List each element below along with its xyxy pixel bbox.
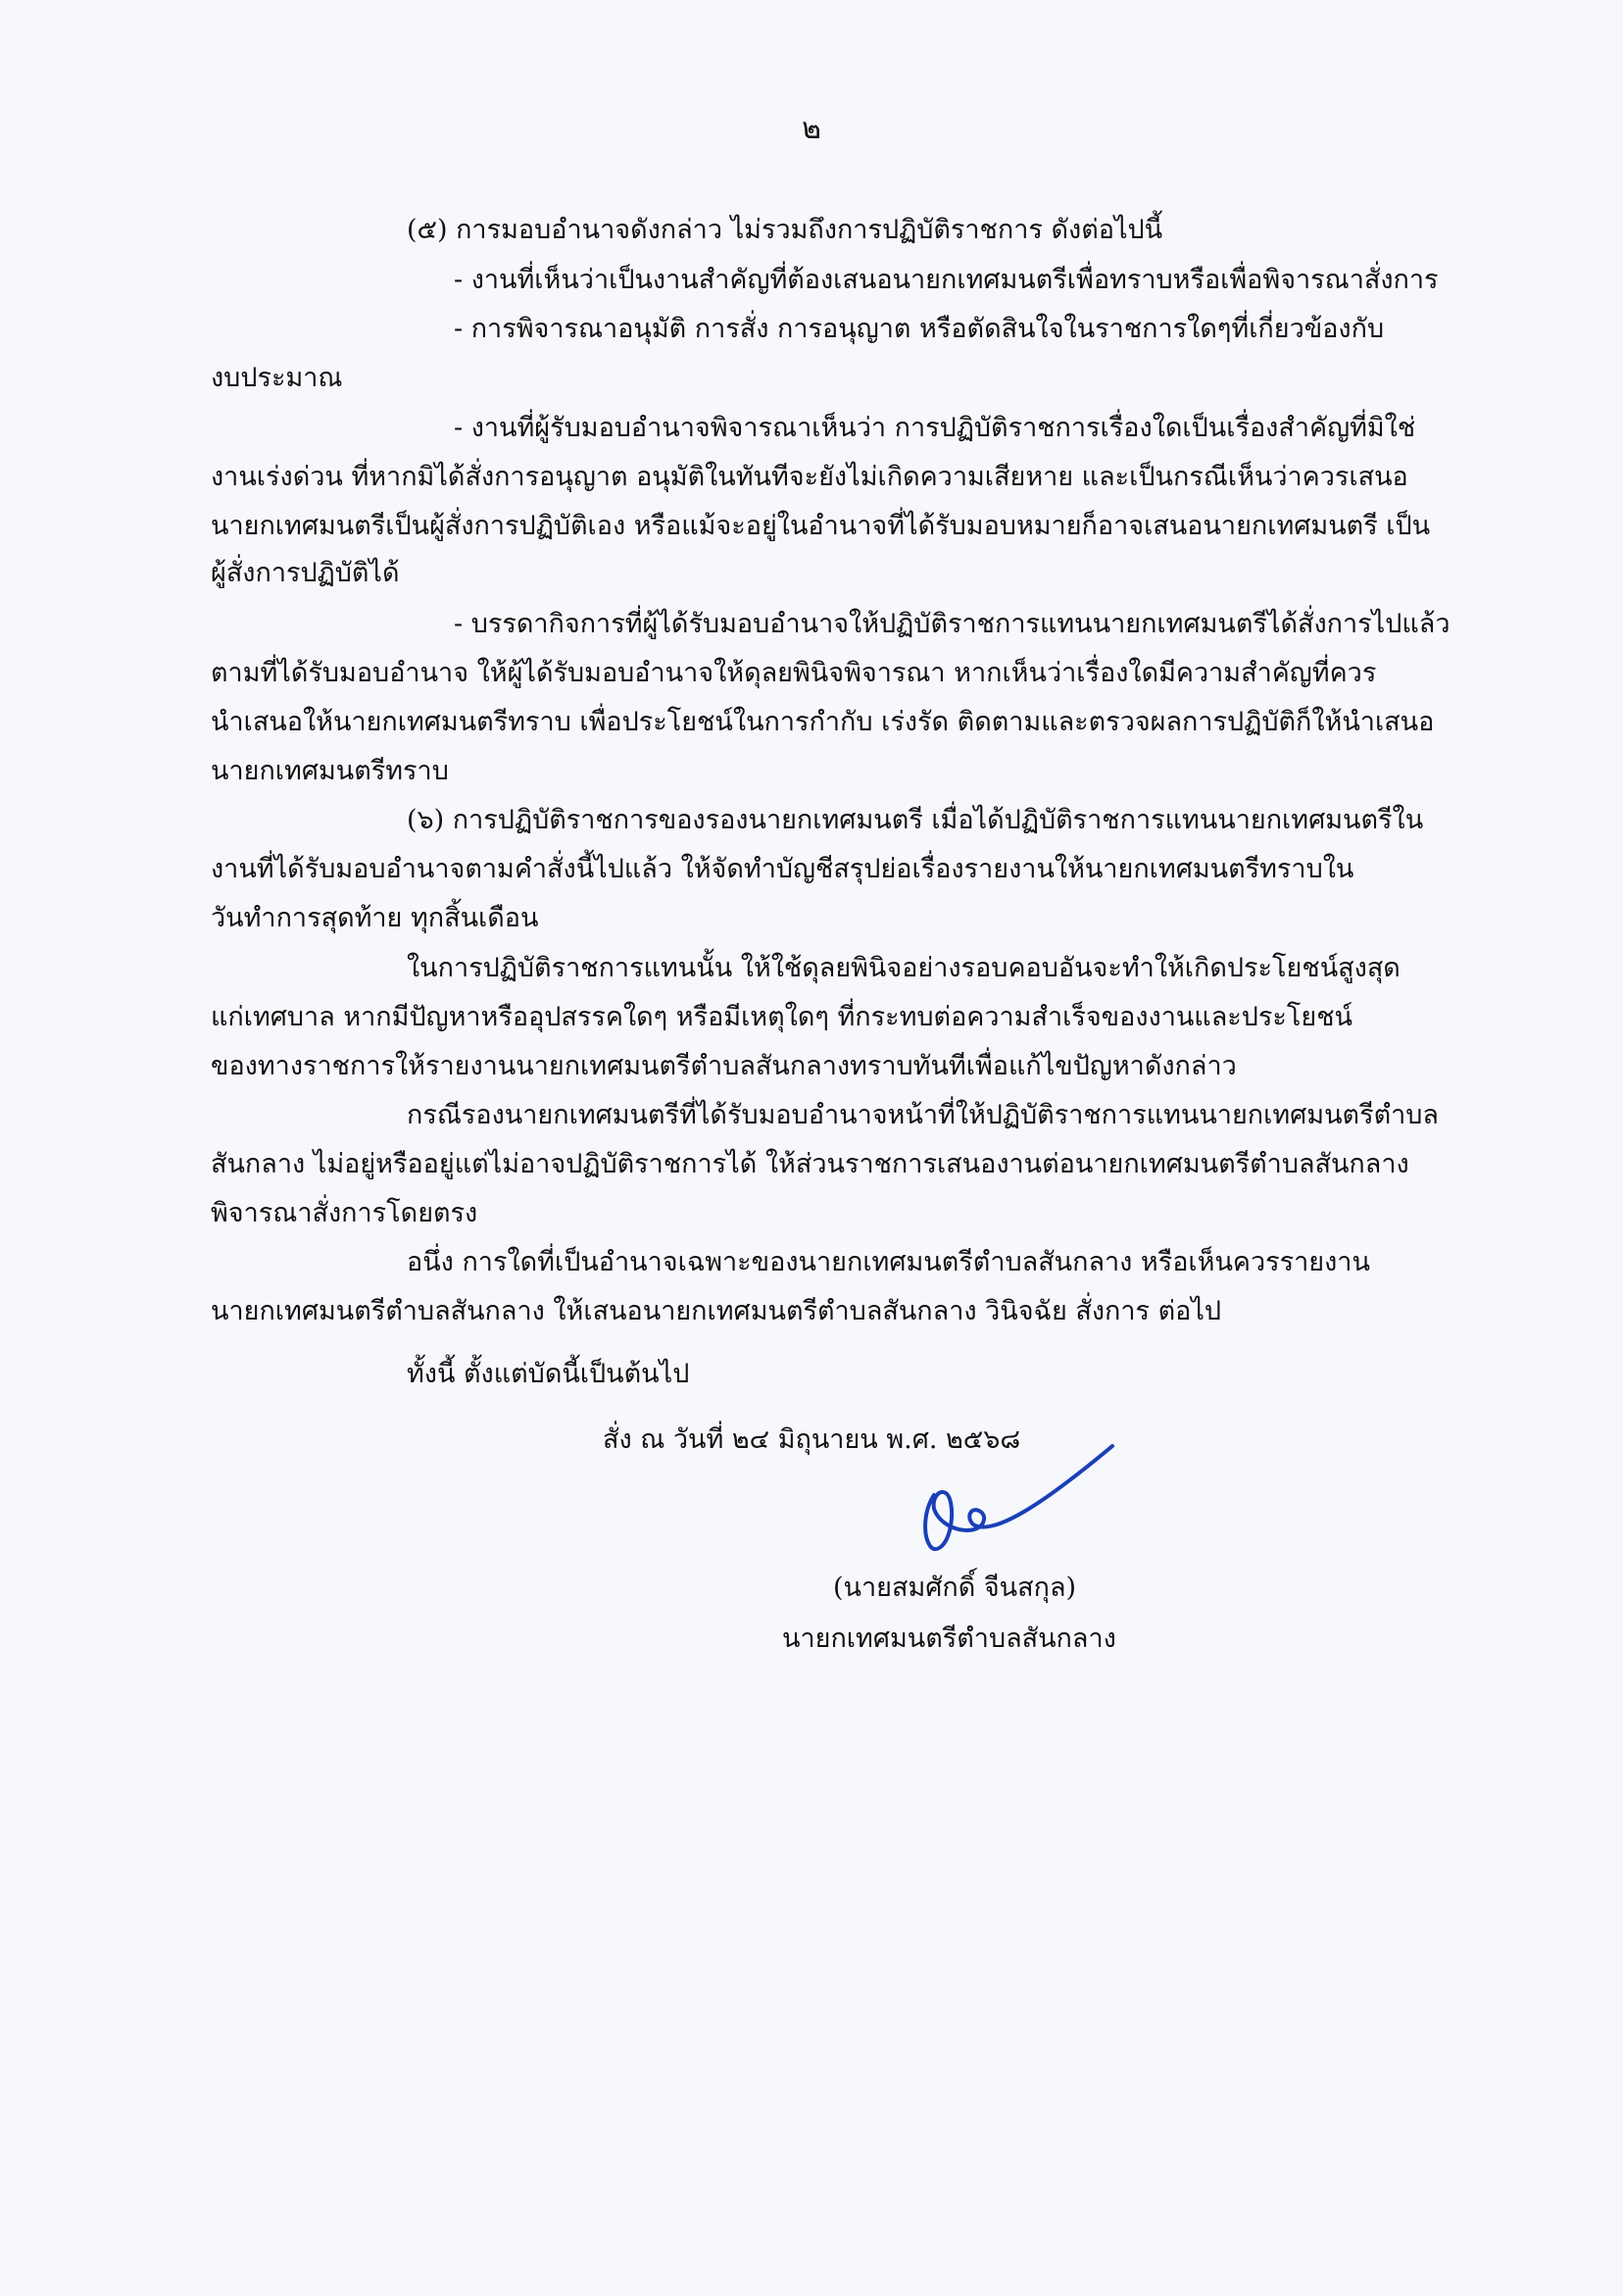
- paragraph-line: งบประมาณ: [211, 363, 343, 393]
- paragraph-line: ผู้สั่งการปฏิบัติได้: [211, 558, 400, 588]
- paragraph-line: ทั้งนี้ ตั้งแต่บัดนี้เป็นต้นไป: [407, 1359, 690, 1389]
- order-date: สั่ง ณ วันที่ ๒๔ มิถุนายน พ.ศ. ๒๕๖๘: [603, 1424, 1021, 1455]
- signatory-name: (นายสมศักดิ์ จีนสกุล): [833, 1572, 1077, 1603]
- paragraph-line: นำเสนอให้นายกเทศมนตรีทราบ เพื่อประโยชน์ในการกำกับ เร่งรัด ติดตามและตรวจผลการปฏิบัติก็ให้นำเสนอ: [211, 707, 1435, 737]
- signatory-title: นายกเทศมนตรีตำบลสันกลาง: [782, 1623, 1116, 1654]
- paragraph-line: นายกเทศมนตรีเป็นผู้สั่งการปฏิบัติเอง หรือแม้จะอยู่ในอำนาจที่ได้รับมอบหมายก็อาจเสนอนายกเทศมนตรี เป็น: [211, 511, 1431, 541]
- page-number: ๒: [802, 112, 821, 146]
- paragraph-line: กรณีรองนายกเทศมนตรีที่ได้รับมอบอำนาจหน้าที่ให้ปฏิบัติราชการแทนนายกเทศมนตรีตำบล: [407, 1100, 1439, 1130]
- paragraph-line: ในการปฏิบัติราชการแทนนั้น ให้ใช้ดุลยพินิจอย่างรอบคอบอันจะทำให้เกิดประโยชน์สูงสุด: [407, 953, 1401, 983]
- signature-image: [907, 1436, 1132, 1583]
- paragraph-line: นายกเทศมนตรีตำบลสันกลาง ให้เสนอนายกเทศมนตรีตำบลสันกลาง วินิจฉัย สั่งการ ต่อไป: [211, 1296, 1222, 1326]
- paragraph-line: วันทำการสุดท้าย ทุกสิ้นเดือน: [211, 903, 539, 933]
- paragraph-line: - งานที่เห็นว่าเป็นงานสำคัญที่ต้องเสนอนายกเทศมนตรีเพื่อทราบหรือเพื่อพิจารณาสั่งการ: [454, 265, 1439, 295]
- paragraph-line: - การพิจารณาอนุมัติ การสั่ง การอนุญาต หรือตัดสินใจในราชการใดๆที่เกี่ยวข้องกับ: [454, 314, 1385, 344]
- paragraph-line: ตามที่ได้รับมอบอำนาจ ให้ผู้ได้รับมอบอำนาจให้ดุลยพินิจพิจารณา หากเห็นว่าเรื่องใดมีความสำคัญที่ควร: [211, 658, 1377, 688]
- paragraph-line: (๕) การมอบอำนาจดังกล่าว ไม่รวมถึงการปฏิบัติราชการ ดังต่อไปนี้: [407, 215, 1163, 245]
- paragraph-line: นายกเทศมนตรีทราบ: [211, 756, 449, 786]
- paragraph-line: ของทางราชการให้รายงานนายกเทศมนตรีตำบลสันกลางทราบทันทีเพื่อแก้ไขปัญหาดังกล่าว: [211, 1051, 1237, 1081]
- paragraph-line: - งานที่ผู้รับมอบอำนาจพิจารณาเห็นว่า การปฏิบัติราชการเรื่องใดเป็นเรื่องสำคัญที่มิใช่: [454, 413, 1416, 443]
- paragraph-line: แก่เทศบาล หากมีปัญหาหรืออุปสรรคใดๆ หรือมีเหตุใดๆ ที่กระทบต่อความสำเร็จของงานและประโยชน์: [211, 1002, 1353, 1032]
- paragraph-line: - บรรดากิจการที่ผู้ได้รับมอบอำนาจให้ปฏิบัติราชการแทนนายกเทศมนตรีได้สั่งการไปแล้ว: [454, 609, 1451, 639]
- paragraph-line: สันกลาง ไม่อยู่หรืออยู่แต่ไม่อาจปฏิบัติราชการได้ ให้ส่วนราชการเสนองานต่อนายกเทศมนตรีตำบลสันกลาง: [211, 1149, 1409, 1179]
- paragraph-line: พิจารณาสั่งการโดยตรง: [211, 1198, 478, 1228]
- paragraph-line: (๖) การปฏิบัติราชการของรองนายกเทศมนตรี เมื่อได้ปฏิบัติราชการแทนนายกเทศมนตรีใน: [407, 805, 1424, 835]
- paragraph-line: งานเร่งด่วน ที่หากมิได้สั่งการอนุญาต อนุมัติในทันทีจะยังไม่เกิดความเสียหาย และเป็นกรณีเห็นว่าควรเสนอ: [211, 462, 1408, 492]
- paragraph-line: อนึ่ง การใดที่เป็นอำนาจเฉพาะของนายกเทศมนตรีตำบลสันกลาง หรือเห็นควรรายงาน: [407, 1247, 1370, 1277]
- paragraph-line: งานที่ได้รับมอบอำนาจตามคำสั่งนี้ไปแล้ว ให้จัดทำบัญชีสรุปย่อเรื่องรายงานให้นายกเทศมนตรีทราบใน: [211, 854, 1354, 884]
